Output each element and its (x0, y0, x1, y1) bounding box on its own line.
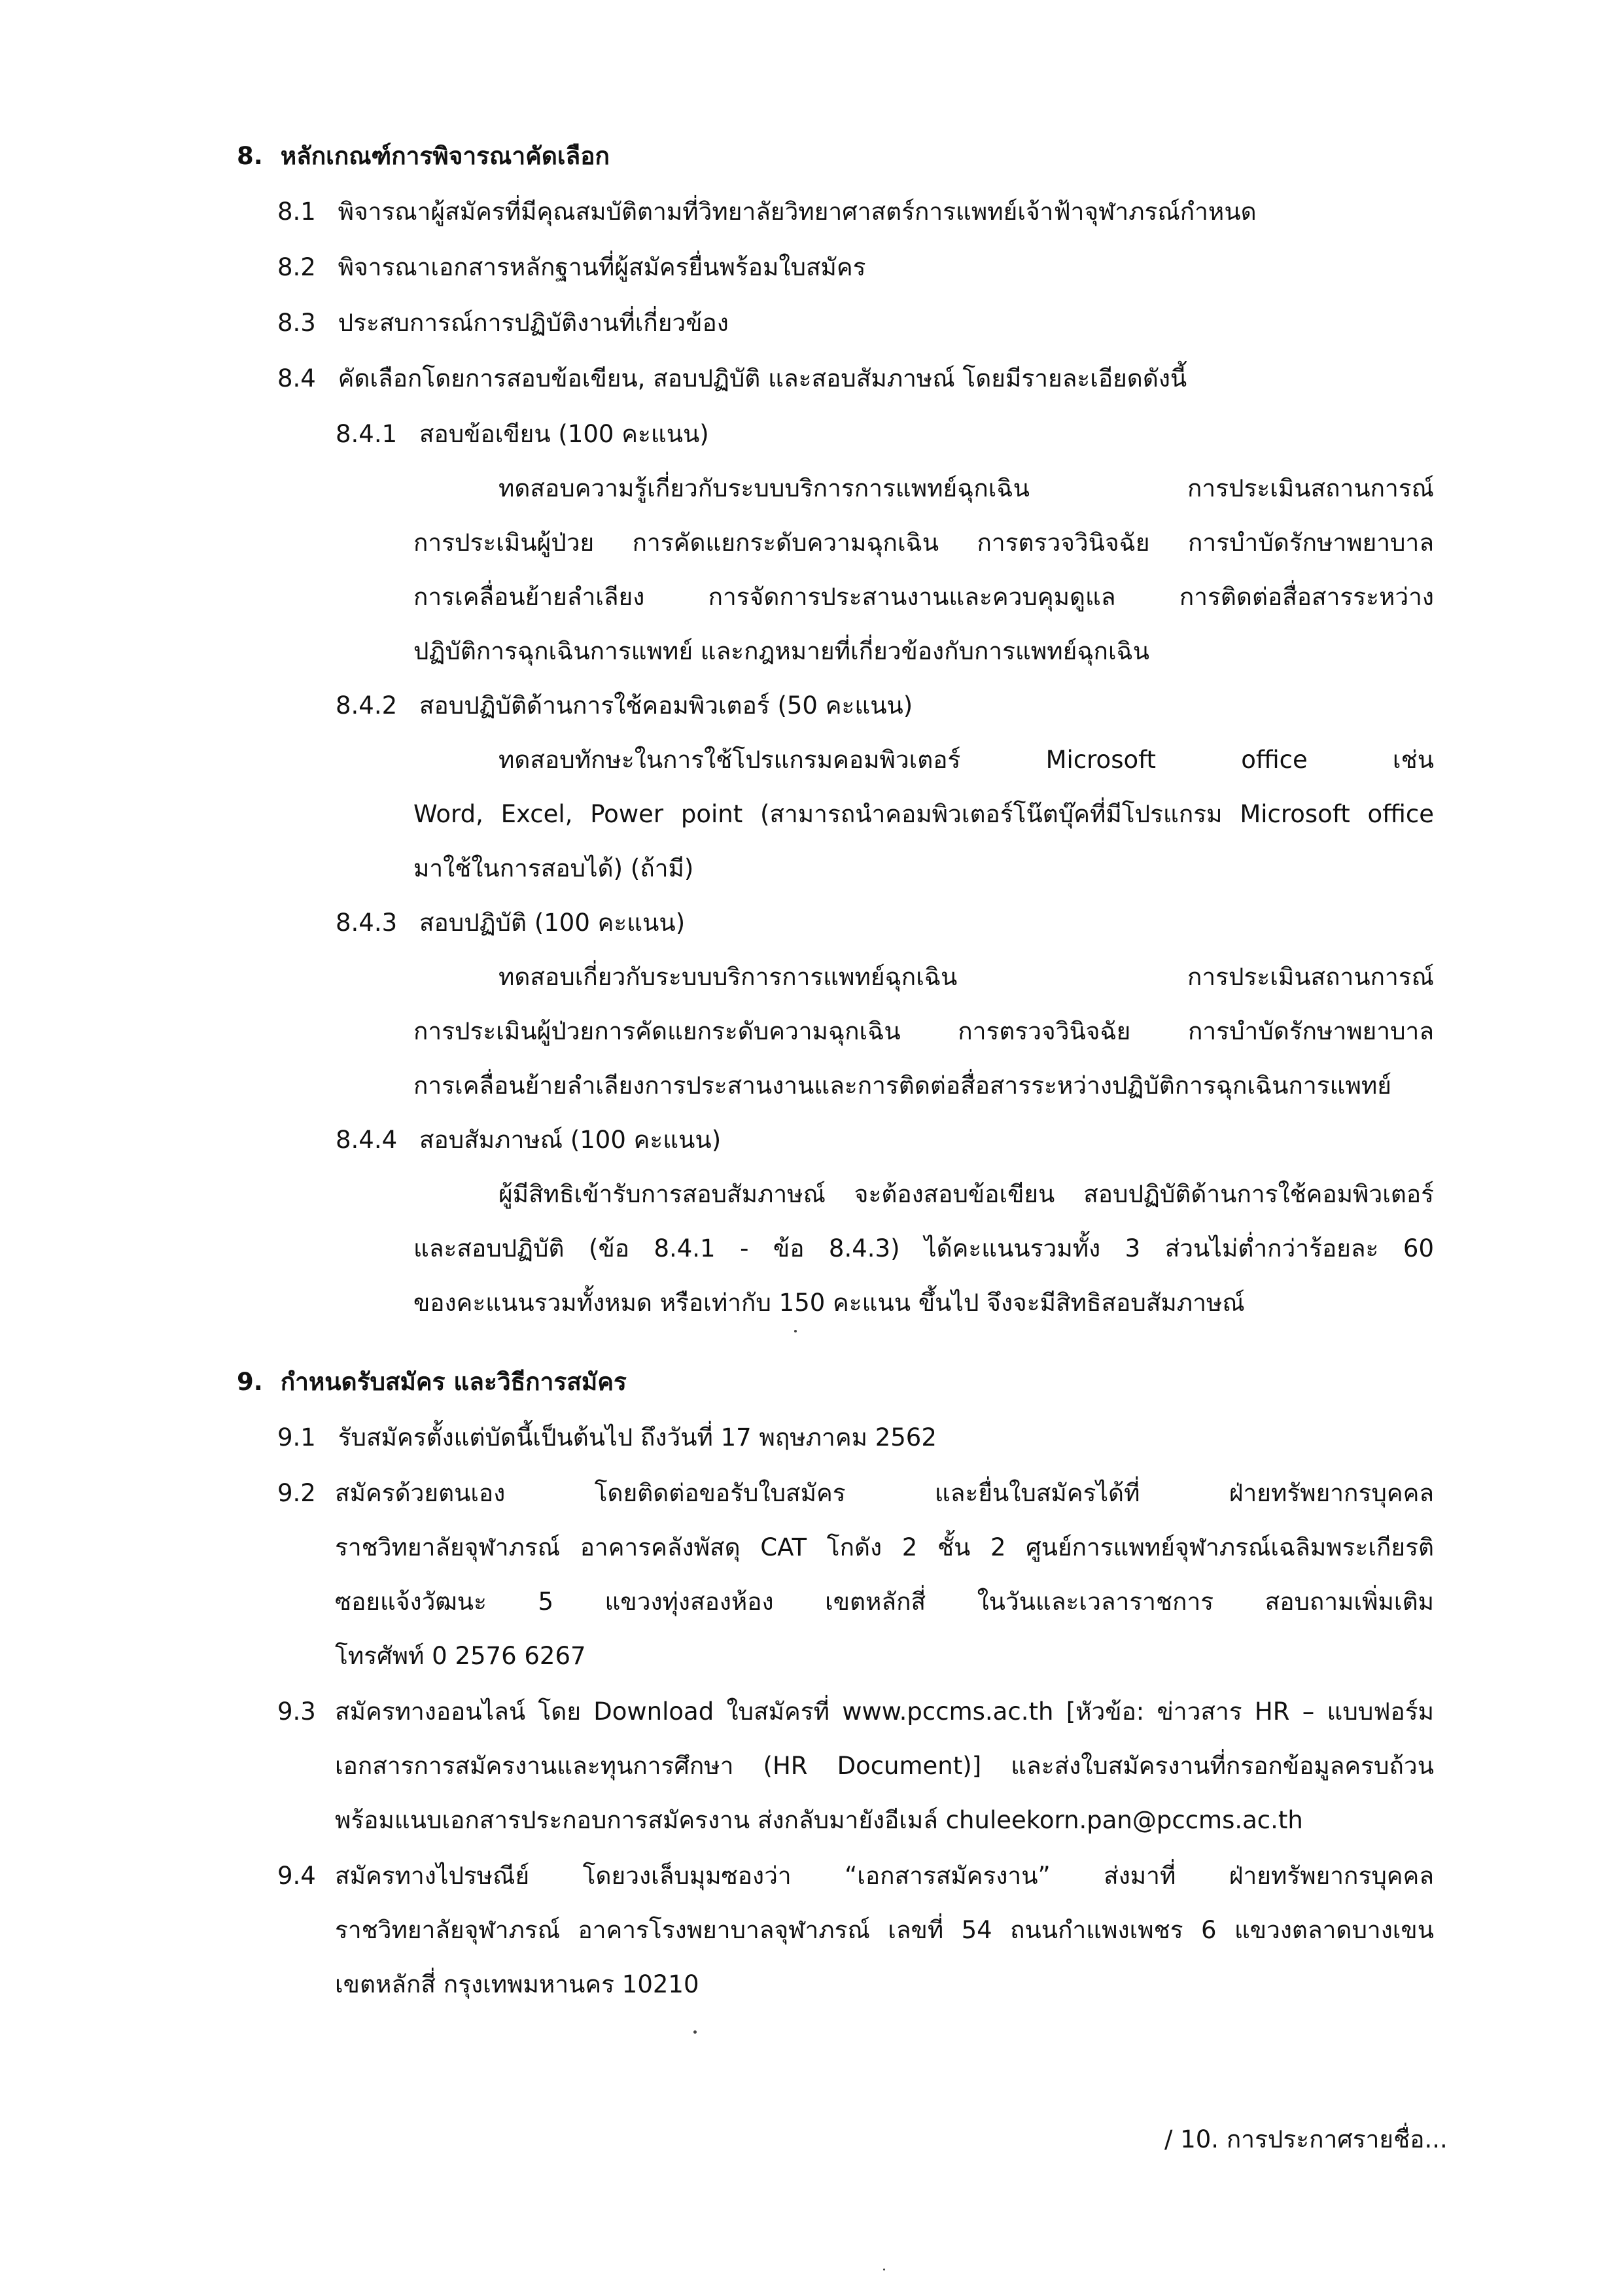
paragraph-line: เขตหลักสี่ กรุงเทพมหานคร 10210 (335, 1970, 699, 1998)
section-title: หลักเกณฑ์การพิจารณาคัดเลือก (280, 142, 610, 170)
list-item: 9.1 รับสมัครตั้งแต่บัดนี้เป็นต้นไป ถึงวันที่ 17 พฤษภาคม 2562 (277, 1423, 937, 1452)
paragraph-line: และสอบปฏิบัติ (ข้อ 8.4.1 - ข้อ 8.4.3) ได้คะแนนรวมทั้ง 3 ส่วนไม่ต่ำกว่าร้อยละ 60 (413, 1234, 1434, 1262)
paragraph-line: ของคะแนนรวมทั้งหมด หรือเท่ากับ 150 คะแนน ขึ้นไป จึงจะมีสิทธิสอบสัมภาษณ์ (413, 1289, 1245, 1317)
scan-speck (794, 1330, 797, 1332)
paragraph-line: เอกสารการสมัครงานและทุนการศึกษา (HR Document)] และส่งใบสมัครงานที่กรอกข้อมูลครบถ้วน (335, 1752, 1434, 1780)
paragraph-line: ทดสอบความรู้เกี่ยวกับระบบบริการการแพทย์ฉุกเฉิน การประเมินสถานการณ์ (498, 474, 1434, 502)
paragraph-line: การเคลื่อนย้ายลำเลียง การจัดการประสานงานและควบคุมดูแล การติดต่อสื่อสารระหว่าง (413, 583, 1434, 611)
section-title: กำหนดรับสมัคร และวิธีการสมัคร (280, 1368, 627, 1396)
section-number: 8. (237, 142, 263, 170)
sub-item-title: 8.4.1 สอบข้อเขียน (100 คะแนน) (336, 420, 709, 448)
sub-item-title: 8.4.2 สอบปฏิบัติด้านการใช้คอมพิวเตอร์ (50 คะแนน) (336, 691, 913, 720)
sub-item-title: 8.4.4 สอบสัมภาษณ์ (100 คะแนน) (336, 1126, 722, 1154)
list-item: 8.4 คัดเลือกโดยการสอบข้อเขียน, สอบปฏิบัติ และสอบสัมภาษณ์ โดยมีรายละเอียดดังนี้ (277, 364, 1187, 392)
paragraph-line: ราชวิทยาลัยจุฬาภรณ์ อาคารโรงพยาบาลจุฬาภรณ์ เลขที่ 54 ถนนกำแพงเพชร 6 แขวงตลาดบางเขน (335, 1916, 1434, 1944)
paragraph-line: ราชวิทยาลัยจุฬาภรณ์ อาคารคลังพัสดุ CAT โกดัง 2 ชั้น 2 ศูนย์การแพทย์จุฬาภรณ์เฉลิมพระเกียรติ (335, 1533, 1434, 1561)
list-item-number: 9.3 (277, 1697, 316, 1726)
paragraph-line: ปฏิบัติการฉุกเฉินการแพทย์ และกฎหมายที่เกี่ยวข้องกับการแพทย์ฉุกเฉิน (413, 637, 1150, 665)
paragraph-line: พร้อมแนบเอกสารประกอบการสมัครงาน ส่งกลับมายังอีเมล์ chuleekorn.pan@pccms.ac.th (335, 1806, 1303, 1834)
list-item-number: 9.4 (277, 1862, 316, 1890)
paragraph-line: Word, Excel, Power point (สามารถนำคอมพิวเตอร์โน๊ตบุ๊คที่มีโปรแกรม Microsoft office (413, 800, 1434, 828)
section-8-heading (237, 128, 610, 184)
paragraph-line: ทดสอบทักษะในการใช้โปรแกรมคอมพิวเตอร์ Microsoft office เช่น (498, 746, 1434, 774)
paragraph-line: สมัครทางออนไลน์ โดย Download ใบสมัครที่ www.pccms.ac.th [หัวข้อ: ข่าวสาร HR – แบบฟอร์ม (335, 1697, 1434, 1726)
paragraph-line: การเคลื่อนย้ายลำเลียงการประสานงานและการติดต่อสื่อสารระหว่างปฏิบัติการฉุกเฉินการแพทย์ (413, 1071, 1391, 1100)
list-item: 8.3 ประสบการณ์การปฏิบัติงานที่เกี่ยวข้อง (277, 309, 729, 337)
list-item: 8.2 พิจารณาเอกสารหลักฐานที่ผู้สมัครยื่นพร้อมใบสมัคร (277, 253, 866, 281)
paragraph-line: โทรศัพท์ 0 2576 6267 (335, 1642, 586, 1670)
section-9-heading (237, 1354, 627, 1410)
paragraph-line: สมัครทางไปรษณีย์ โดยวงเล็บมุมซองว่า “เอกสารสมัครงาน” ส่งมาที่ ฝ่ายทรัพยากรบุคคล (335, 1862, 1434, 1890)
scan-speck (693, 2030, 697, 2034)
section-number: 9. (237, 1368, 263, 1396)
paragraph-line: ทดสอบเกี่ยวกับระบบบริการการแพทย์ฉุกเฉิน การประเมินสถานการณ์ (498, 963, 1434, 991)
paragraph-line: ซอยแจ้งวัฒนะ 5 แขวงทุ่งสองห้อง เขตหลักสี่ ในวันและเวลาราชการ สอบถามเพิ่มเติม (335, 1588, 1434, 1616)
paragraph-line: การประเมินผู้ป่วยการคัดแยกระดับความฉุกเฉิน การตรวจวินิจฉัย การบำบัดรักษาพยาบาล (413, 1017, 1434, 1045)
list-item-number: 9.2 (277, 1479, 316, 1507)
paragraph-line: การประเมินผู้ป่วย การคัดแยกระดับความฉุกเฉิน การตรวจวินิจฉัย การบำบัดรักษาพยาบาล (413, 529, 1434, 557)
scan-speck (883, 2269, 885, 2270)
paragraph-line: สมัครด้วยตนเอง โดยติดต่อขอรับใบสมัคร และยื่นใบสมัครได้ที่ ฝ่ายทรัพยากรบุคคล (335, 1479, 1434, 1507)
paragraph-line: ผู้มีสิทธิเข้ารับการสอบสัมภาษณ์ จะต้องสอบข้อเขียน สอบปฏิบัติด้านการใช้คอมพิวเตอร์ (498, 1180, 1434, 1208)
paragraph-line: มาใช้ในการสอบได้) (ถ้ามี) (413, 854, 694, 882)
list-item: 8.1 พิจารณาผู้สมัครที่มีคุณสมบัติตามที่วิทยาลัยวิทยาศาสตร์การแพทย์เจ้าฟ้าจุฬาภรณ์กำหนด (277, 198, 1257, 226)
continuation-note: / 10. การประกาศรายชื่อ... (1164, 2125, 1448, 2153)
sub-item-title: 8.4.3 สอบปฏิบัติ (100 คะแนน) (336, 909, 686, 937)
